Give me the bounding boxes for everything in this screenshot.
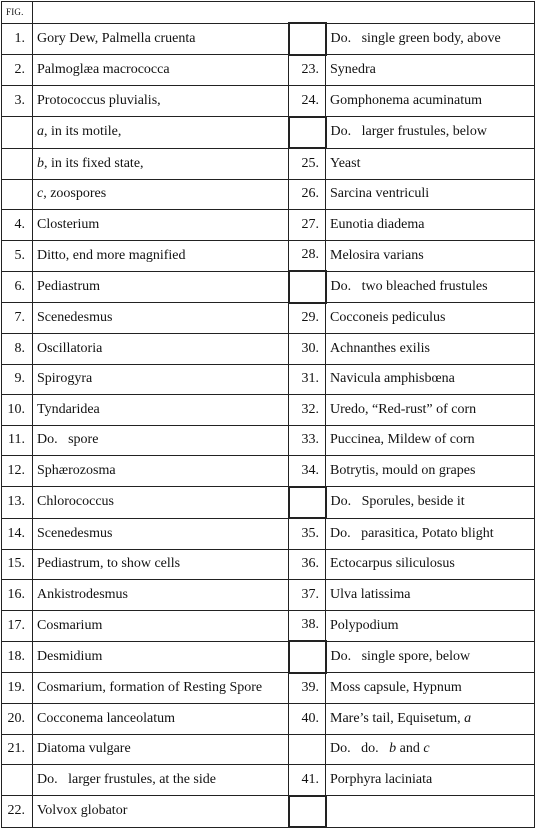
caption-italic-letter: b xyxy=(37,155,44,171)
fig-caption-left xyxy=(33,148,289,179)
caption-text: Do. single green body, above xyxy=(330,30,501,46)
fig-number-left xyxy=(2,148,33,179)
fig-caption-right xyxy=(326,210,535,241)
caption-text: Scenedesmus xyxy=(37,525,113,541)
caption-text: Polypodium xyxy=(330,617,399,633)
caption-italic-letter: b xyxy=(389,741,397,757)
table-row xyxy=(2,395,535,426)
caption-text: Pediastrum xyxy=(37,278,100,294)
fig-number-right: 28. xyxy=(289,240,326,271)
fig-number-left: 13. xyxy=(2,487,33,519)
caption-text: Desmidium xyxy=(37,648,103,664)
caption-text: Sphærozosma xyxy=(37,463,116,478)
fig-caption-right xyxy=(326,425,535,456)
caption-italic-letter: c xyxy=(37,186,44,202)
fig-number-right: 40. xyxy=(289,704,326,735)
fig-caption-left xyxy=(33,456,289,487)
header-row xyxy=(2,2,535,24)
fig-number-left: 9. xyxy=(2,364,33,395)
caption-text: , in its fixed state, xyxy=(44,155,144,171)
table-row xyxy=(2,487,535,519)
fig-number-left: 19. xyxy=(2,673,33,704)
table-row xyxy=(2,179,535,210)
fig-caption-left xyxy=(33,580,289,611)
fig-caption-right xyxy=(326,734,535,765)
fig-number-right: 32. xyxy=(289,395,326,426)
fig-number-right: 30. xyxy=(289,334,326,365)
fig-number-left: 7. xyxy=(2,303,33,334)
fig-number-right: 39. xyxy=(289,673,326,704)
caption-text: Cosmarium, formation of Resting Spore xyxy=(37,680,263,695)
fig-caption-left xyxy=(33,179,289,210)
fig-number-right: 27. xyxy=(289,210,326,241)
table-row xyxy=(2,734,535,765)
fig-number-right: 41. xyxy=(289,765,326,796)
fig-caption-right xyxy=(326,179,535,210)
fig-caption-left xyxy=(33,796,289,828)
fig-caption-right xyxy=(326,117,535,149)
fig-number-left: 18. xyxy=(2,641,33,673)
fig-caption-left xyxy=(33,86,289,117)
caption-text: , zoospores xyxy=(43,186,107,202)
caption-text: Do. Sporules, beside it xyxy=(330,494,465,510)
fig-caption-right xyxy=(326,240,535,271)
fig-caption-left xyxy=(33,210,289,241)
fig-caption-left xyxy=(33,334,289,365)
fig-number-left: 11. xyxy=(2,425,33,456)
fig-caption-left xyxy=(33,704,289,735)
header-blank-cell xyxy=(33,2,535,24)
table-row xyxy=(2,796,535,828)
fig-caption-right xyxy=(326,641,535,673)
fig-caption-right xyxy=(326,364,535,395)
fig-caption-left xyxy=(33,271,289,303)
fig-caption-right xyxy=(326,673,535,704)
caption-text: Mare’s tail, Equisetum, xyxy=(330,710,465,726)
fig-caption-right xyxy=(326,303,535,334)
table-row xyxy=(2,148,535,179)
caption-italic-letter: a xyxy=(37,124,44,140)
caption-text: Puccinea, Mildew of corn xyxy=(330,432,475,448)
caption-text: Sarcina ventriculi xyxy=(330,186,430,202)
fig-caption-right xyxy=(326,549,535,580)
caption-text: Do. single spore, below xyxy=(330,648,471,664)
fig-caption-left xyxy=(33,303,289,334)
fig-number-left: 10. xyxy=(2,395,33,426)
caption-text: Do. larger frustules, below xyxy=(330,124,487,140)
table-row xyxy=(2,673,535,704)
table-row xyxy=(2,610,535,641)
fig-caption-left xyxy=(33,55,289,86)
caption-text: Moss capsule, Hypnum xyxy=(330,680,462,695)
caption-italic-letter: c xyxy=(423,741,430,757)
fig-number-right xyxy=(289,796,326,828)
header-fig-cell xyxy=(2,2,33,24)
table-row xyxy=(2,240,535,271)
fig-number-left: 2. xyxy=(2,55,33,86)
fig-caption-right xyxy=(326,610,535,641)
table-row xyxy=(2,55,535,86)
fig-caption-right xyxy=(326,487,535,519)
fig-number-right xyxy=(289,734,326,765)
caption-text: Do. two bleached frustules xyxy=(330,278,488,294)
fig-caption-right xyxy=(326,796,535,828)
table-row xyxy=(2,641,535,673)
caption-text: Navicula amphisbœna xyxy=(330,371,455,387)
fig-caption-left xyxy=(33,765,289,796)
table-row xyxy=(2,765,535,796)
table-row xyxy=(2,580,535,611)
fig-number-left: 15. xyxy=(2,549,33,580)
caption-text: Botrytis, mould on grapes xyxy=(330,463,476,478)
caption-text: Ulva latissima xyxy=(330,586,411,602)
caption-text: Oscillatoria xyxy=(37,340,103,356)
caption-text: Volvox globator xyxy=(37,803,128,819)
table-row xyxy=(2,117,535,149)
caption-text: Do. spore xyxy=(37,432,99,448)
caption-text: Closterium xyxy=(37,216,100,232)
fig-caption-left xyxy=(33,487,289,519)
caption-text: Diatoma vulgare xyxy=(37,741,131,757)
fig-number-left: 1. xyxy=(2,23,33,55)
fig-caption-right xyxy=(326,271,535,303)
fig-number-left: 22. xyxy=(2,796,33,828)
caption-text: Cocconema lanceolatum xyxy=(37,710,175,726)
caption-text: Do. do. xyxy=(330,741,390,757)
fig-number-left: 8. xyxy=(2,334,33,365)
fig-caption-right xyxy=(326,580,535,611)
fig-number-right: 29. xyxy=(289,303,326,334)
fig-caption-left xyxy=(33,641,289,673)
fig-caption-left xyxy=(33,425,289,456)
caption-text: Ectocarpus siliculosus xyxy=(330,556,455,572)
fig-caption-left xyxy=(33,117,289,149)
fig-number-right: 38. xyxy=(289,610,326,641)
table-row xyxy=(2,334,535,365)
fig-number-right: 25. xyxy=(289,148,326,179)
header-fig-label: FIG. xyxy=(6,7,24,18)
fig-number-left: 14. xyxy=(2,518,33,549)
fig-caption-right xyxy=(326,456,535,487)
fig-number-left xyxy=(2,117,33,149)
caption-text: Achnanthes exilis xyxy=(330,340,430,356)
caption-text: Porphyra laciniata xyxy=(330,772,433,787)
fig-number-left: 20. xyxy=(2,704,33,735)
fig-number-left: 21. xyxy=(2,734,33,765)
fig-caption-left xyxy=(33,549,289,580)
table-row xyxy=(2,303,535,334)
fig-number-left: 5. xyxy=(2,240,33,271)
caption-text: Gory Dew, Palmella cruenta xyxy=(37,30,196,46)
fig-number-right: 34. xyxy=(289,456,326,487)
fig-number-right xyxy=(289,23,326,55)
fig-number-left: 12. xyxy=(2,456,33,487)
fig-caption-left xyxy=(33,240,289,271)
fig-caption-left xyxy=(33,673,289,704)
caption-text: Protococcus pluvialis, xyxy=(37,93,161,108)
fig-caption-right xyxy=(326,704,535,735)
fig-number-left xyxy=(2,179,33,210)
caption-italic-letter: a xyxy=(464,710,472,726)
table-row xyxy=(2,704,535,735)
fig-caption-left xyxy=(33,518,289,549)
fig-number-right: 24. xyxy=(289,86,326,117)
fig-number-right xyxy=(289,487,326,519)
table-row xyxy=(2,518,535,549)
caption-text: Palmoglæa macrococca xyxy=(37,62,170,77)
fig-number-right: 26. xyxy=(289,179,326,210)
table-row xyxy=(2,271,535,303)
caption-text: Do. parasitica, Potato blight xyxy=(330,525,494,541)
fig-caption-right xyxy=(326,765,535,796)
caption-text: Tyndaridea xyxy=(37,401,100,417)
fig-caption-right xyxy=(326,55,535,86)
caption-text: Do. larger frustules, at the side xyxy=(37,772,216,787)
fig-number-left: 17. xyxy=(2,610,33,641)
table-row xyxy=(2,86,535,117)
fig-number-right: 37. xyxy=(289,580,326,611)
caption-text: Ditto, end more magnified xyxy=(37,247,186,263)
fig-caption-right xyxy=(326,334,535,365)
fig-caption-right xyxy=(326,148,535,179)
caption-text: Yeast xyxy=(330,155,361,171)
fig-number-right: 23. xyxy=(289,55,326,86)
fig-caption-right xyxy=(326,23,535,55)
caption-text: Cosmarium xyxy=(37,617,103,633)
caption-text: Spirogyra xyxy=(37,371,93,387)
fig-caption-right xyxy=(326,86,535,117)
fig-caption-left xyxy=(33,610,289,641)
caption-text: Melosira varians xyxy=(330,247,424,263)
caption-text: and xyxy=(396,741,424,757)
fig-caption-right xyxy=(326,395,535,426)
fig-number-left: 16. xyxy=(2,580,33,611)
fig-caption-right xyxy=(326,518,535,549)
caption-text: Gomphonema acuminatum xyxy=(330,93,483,108)
caption-text: Eunotia diadema xyxy=(330,216,425,232)
fig-number-right: 33. xyxy=(289,425,326,456)
table-row xyxy=(2,425,535,456)
caption-text: Pediastrum, to show cells xyxy=(37,556,181,572)
table-row xyxy=(2,210,535,241)
figure-list-table xyxy=(1,1,535,828)
fig-number-right: 31. xyxy=(289,364,326,395)
fig-caption-left xyxy=(33,395,289,426)
caption-text: Synedra xyxy=(330,62,376,77)
fig-number-right xyxy=(289,641,326,673)
table-row xyxy=(2,23,535,55)
table-row xyxy=(2,549,535,580)
figure-list-body xyxy=(2,2,535,828)
fig-number-right: 36. xyxy=(289,549,326,580)
fig-caption-left xyxy=(33,734,289,765)
fig-number-left: 6. xyxy=(2,271,33,303)
caption-text: Cocconeis pediculus xyxy=(330,310,446,325)
fig-number-right xyxy=(289,271,326,303)
caption-text: Chlorococcus xyxy=(37,494,114,510)
fig-number-left: 4. xyxy=(2,210,33,241)
caption-text: Uredo, “Red-rust” of corn xyxy=(330,401,477,417)
caption-text: , in its motile, xyxy=(44,124,122,140)
caption-text: Scenedesmus xyxy=(37,310,113,325)
caption-text: Ankistrodesmus xyxy=(37,586,128,602)
fig-number-right xyxy=(289,117,326,149)
table-row xyxy=(2,456,535,487)
fig-number-left xyxy=(2,765,33,796)
fig-number-right: 35. xyxy=(289,518,326,549)
fig-caption-left xyxy=(33,23,289,55)
fig-number-left: 3. xyxy=(2,86,33,117)
table-row xyxy=(2,364,535,395)
fig-caption-left xyxy=(33,364,289,395)
